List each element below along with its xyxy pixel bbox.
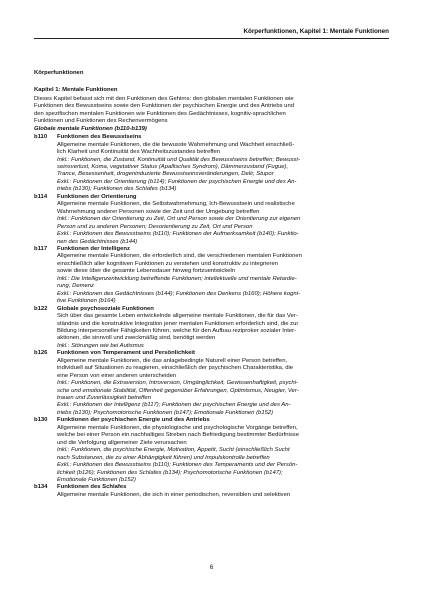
entry-inclusion-line: Exkl.: Funktionen der Intelligenz (b117); Funktionen der psychischen Energie und des An-: [57, 402, 291, 409]
entry-b126: [34, 350, 389, 417]
entry-description-line: Allgemeine mentale Funktionen, die physiologische und psychologische Vorgänge betreffen,: [57, 424, 298, 431]
entry-name: Funktionen von Temperament und Persönlichkeit: [57, 350, 196, 357]
intro-line: Funktionen und Funktionen des Rechenvermögens: [34, 118, 168, 125]
entry-code: b130: [34, 417, 48, 424]
entry-description-line: einschließlich aller kognitiven Funktionen zu verstehen und konstruktiv zu integrieren: [57, 260, 279, 267]
entry-inclusion-line: Inkl.: Funktionen, die Extraversion, Introversion, Umgänglichkeit, Gewissenhaftigkeit, psychi-: [57, 380, 298, 387]
entry-b117: [34, 246, 389, 306]
entry-code: b126: [34, 350, 48, 357]
entry-inclusion-line: nen des Gedächtnisses (b144): [57, 238, 138, 245]
entry-inclusion-line: seinsverlust, Koma, vegetativer Status (Apallisches Syndrom), Dämmerzustand (Fugue),: [57, 163, 289, 170]
entries-list: [34, 134, 389, 499]
entry-inclusion-line: Emotionale Funktionen (b152): [57, 477, 136, 484]
page-number: 6: [209, 564, 214, 571]
entry-description-line: Bildung interpersoneller Fähigkeiten führen, welche für den Aufbau reziproker sozialer Inter-: [57, 327, 297, 334]
entry-b134: [34, 484, 389, 499]
entry-inclusion-line: Exkl.: Funktionen des Gedächtnisses (b144); Funktionen des Denkens (b160); Höhere kogni-: [57, 290, 300, 297]
entry-inclusion-line: Exkl.: Funktionen des Bewusstseins (b110); Funktionen des Temperaments und der Persön-: [57, 462, 298, 469]
entry-description-line: aktionen, die sinnvoll und zweckmäßig sind, benötigt werden: [57, 335, 216, 342]
entry-inclusion-line: Exkl.: Funktionen des Bewusstseins (b110); Funktionen der Aufmerksamkeit (b140); Funktio-: [57, 231, 299, 238]
entry-description-line: lich Klarheit und Kontinuität des Wachheitszustandes betreffen: [57, 149, 221, 156]
entry-inclusion-line: sche und emotionale Stabilität, Offenheit gegenüber Erfahrungen, Optimismus, Neugier, Ver-: [57, 387, 299, 394]
entry-description-line: und die Verfolgung allgemeiner Ziele verursachen: [57, 439, 187, 446]
chapter-intro: [34, 96, 389, 126]
entry-inclusion-line: rung, Demenz: [57, 283, 94, 290]
entry-b114: [34, 194, 389, 246]
entry-body: [57, 350, 389, 417]
entry-code: b117: [34, 245, 48, 252]
section-title: Körperfunktionen: [34, 70, 84, 76]
entry-description-line: Allgemeine mentale Funktionen, die sich in einer periodischen, reversiblen und selektiven: [57, 491, 291, 498]
entry-inclusion-line: Inkl.: Funktionen, die Zustand, Kontinuität und Qualität des Bewusstseins betreffen; Bewusst-: [57, 156, 300, 163]
entry-body: [57, 417, 389, 484]
entry-inclusion-line: triebs (b130); Funktionen des Schlafes (b134): [57, 186, 177, 193]
entry-inclusion-line: Inkl.: Funktionen der Orientierung zu Zeit, Ort und Person sowie der Orientierung zur eigenen: [57, 216, 301, 223]
entry-body: [57, 134, 389, 194]
intro-line: Dieses Kapitel befasst sich mit den Funktionen des Gehirns: den globalen mentalen Funktionen wie: [34, 95, 294, 102]
entry-inclusion-line: Inkl.: Funktionen, die psychische Energie, Motivation, Appetit, Sucht (einschließlich Sucht: [57, 447, 290, 454]
entry-description-line: eine Person von einer anderen unterscheiden: [57, 372, 177, 379]
entry-inclusion-line: Exkl.: Funktionen der Orientierung (b114); Funktionen der psychischen Energie und des An-: [57, 178, 297, 185]
entry-name: Funktionen des Bewusstseins: [57, 134, 142, 141]
entry-body: [57, 484, 389, 499]
entry-inclusion-line: Inkl.: Die Intelligenzentwicklung betreffende Funktionen; intellektuelle und mentale Retardie-: [57, 275, 297, 282]
entry-body: [57, 194, 389, 246]
entry-inclusion-line: Person und zu anderen Personen; Desorientierung zu Zeit, Ort und Person: [57, 223, 253, 230]
intro-line: den spezifischen mentalen Funktionen wie Funktionen des Gedächtnisses, kognitiv-sprachlichen: [34, 110, 286, 117]
entry-inclusion-line: triebs (b130); Psychomotorische Funktionen (b147); Emotionale Funktionen (b152): [57, 409, 274, 416]
entry-description-line: Allgemeine mentale Funktionen, die Selbstwahrnehmung, Ich-Bewusstsein und realistische: [57, 201, 295, 208]
entry-code: b114: [34, 193, 48, 200]
entry-description-line: Allgemeine mentale Funktionen, die die bewusste Wahrnehmung und Wachheit einschließ-: [57, 141, 295, 148]
entry-name: Funktionen der psychischen Energie und des Antriebs: [57, 417, 210, 424]
entry-b122: [34, 306, 389, 351]
entry-description-line: Sich über das gesamte Leben entwickelnde allgemeine mentale Funktionen, die für das Ver-: [57, 313, 298, 320]
entry-description-line: Allgemeine mentale Funktionen, die das anlagebedingte Naturell einer Person betreffen,: [57, 357, 288, 364]
entry-description-line: ständnis und die konstruktive Integration jener mentalen Funktionen erforderlich sind, die zur: [57, 320, 299, 327]
intro-line: Funktionen des Bewusstseins sowie den Funktionen der psychischen Energie und des Antriebs und: [34, 103, 295, 110]
entry-inclusion-line: trauen und Zuverlässigkeit betreffen: [57, 395, 151, 402]
entry-inclusion-line: lichkeit (b126); Funktionen des Schlafes (b134); Psychomotorische Funktionen (b147);: [57, 469, 283, 476]
entry-description-line: individuell auf Situationen zu reagieren, einschließlich der psychischen Charakteristika, die: [57, 365, 294, 372]
entry-inclusion-line: tive Funktionen (b164): [57, 298, 116, 305]
entry-name: Funktionen der Intelligenz: [57, 245, 130, 252]
entry-code: b122: [34, 305, 48, 312]
entry-code: b134: [34, 484, 48, 491]
entry-description-line: Wahrnehmung anderer Personen sowie der Zeit und der Umgebung betreffen: [57, 208, 260, 215]
entry-description-line: Allgemeine mentale Funktionen, die erforderlich sind, die verschiedenen mentalen Funktionen: [57, 253, 302, 260]
entry-description-line: sowie diese über die gesamte Lebensdauer hinweg fortzuentwickeln: [57, 268, 236, 275]
entry-inclusion-line: Trance, Besessenheit, drogeninduzierte Bewusstseinsveränderungen, Delir, Stupor: [57, 171, 274, 178]
entry-name: Funktionen des Schlafes: [57, 484, 127, 491]
entry-code: b110: [34, 134, 48, 141]
entry-b130: [34, 417, 389, 484]
entry-name: Globale psychosoziale Funktionen: [57, 305, 154, 312]
chapter-title: Kapitel 1: Mentale Funktionen: [34, 87, 118, 94]
entry-description-line: welche bei einer Person ein nachhaltiges Streben nach Befriedigung bestimmter Bedürfnisse: [57, 432, 299, 439]
entry-body: [57, 246, 389, 306]
entry-inclusion-line: nach Substanzen, die zu einer Abhängigkeit führen) und Impulskontrolle betreffen: [57, 454, 270, 461]
entry-name: Funktionen der Orientierung: [57, 193, 137, 200]
block-title: Globale mentale Funktionen (b110-b139): [34, 125, 147, 132]
entry-body: [57, 306, 389, 351]
header-rule: [34, 38, 389, 39]
entry-b110: [34, 134, 389, 194]
page-content: [34, 70, 389, 499]
running-header: Körperfunktionen, Kapitel 1: Mentale Funktionen: [243, 28, 389, 35]
entry-inclusion-line: Inkl.: Störungen wie bei Autismus: [57, 342, 144, 349]
